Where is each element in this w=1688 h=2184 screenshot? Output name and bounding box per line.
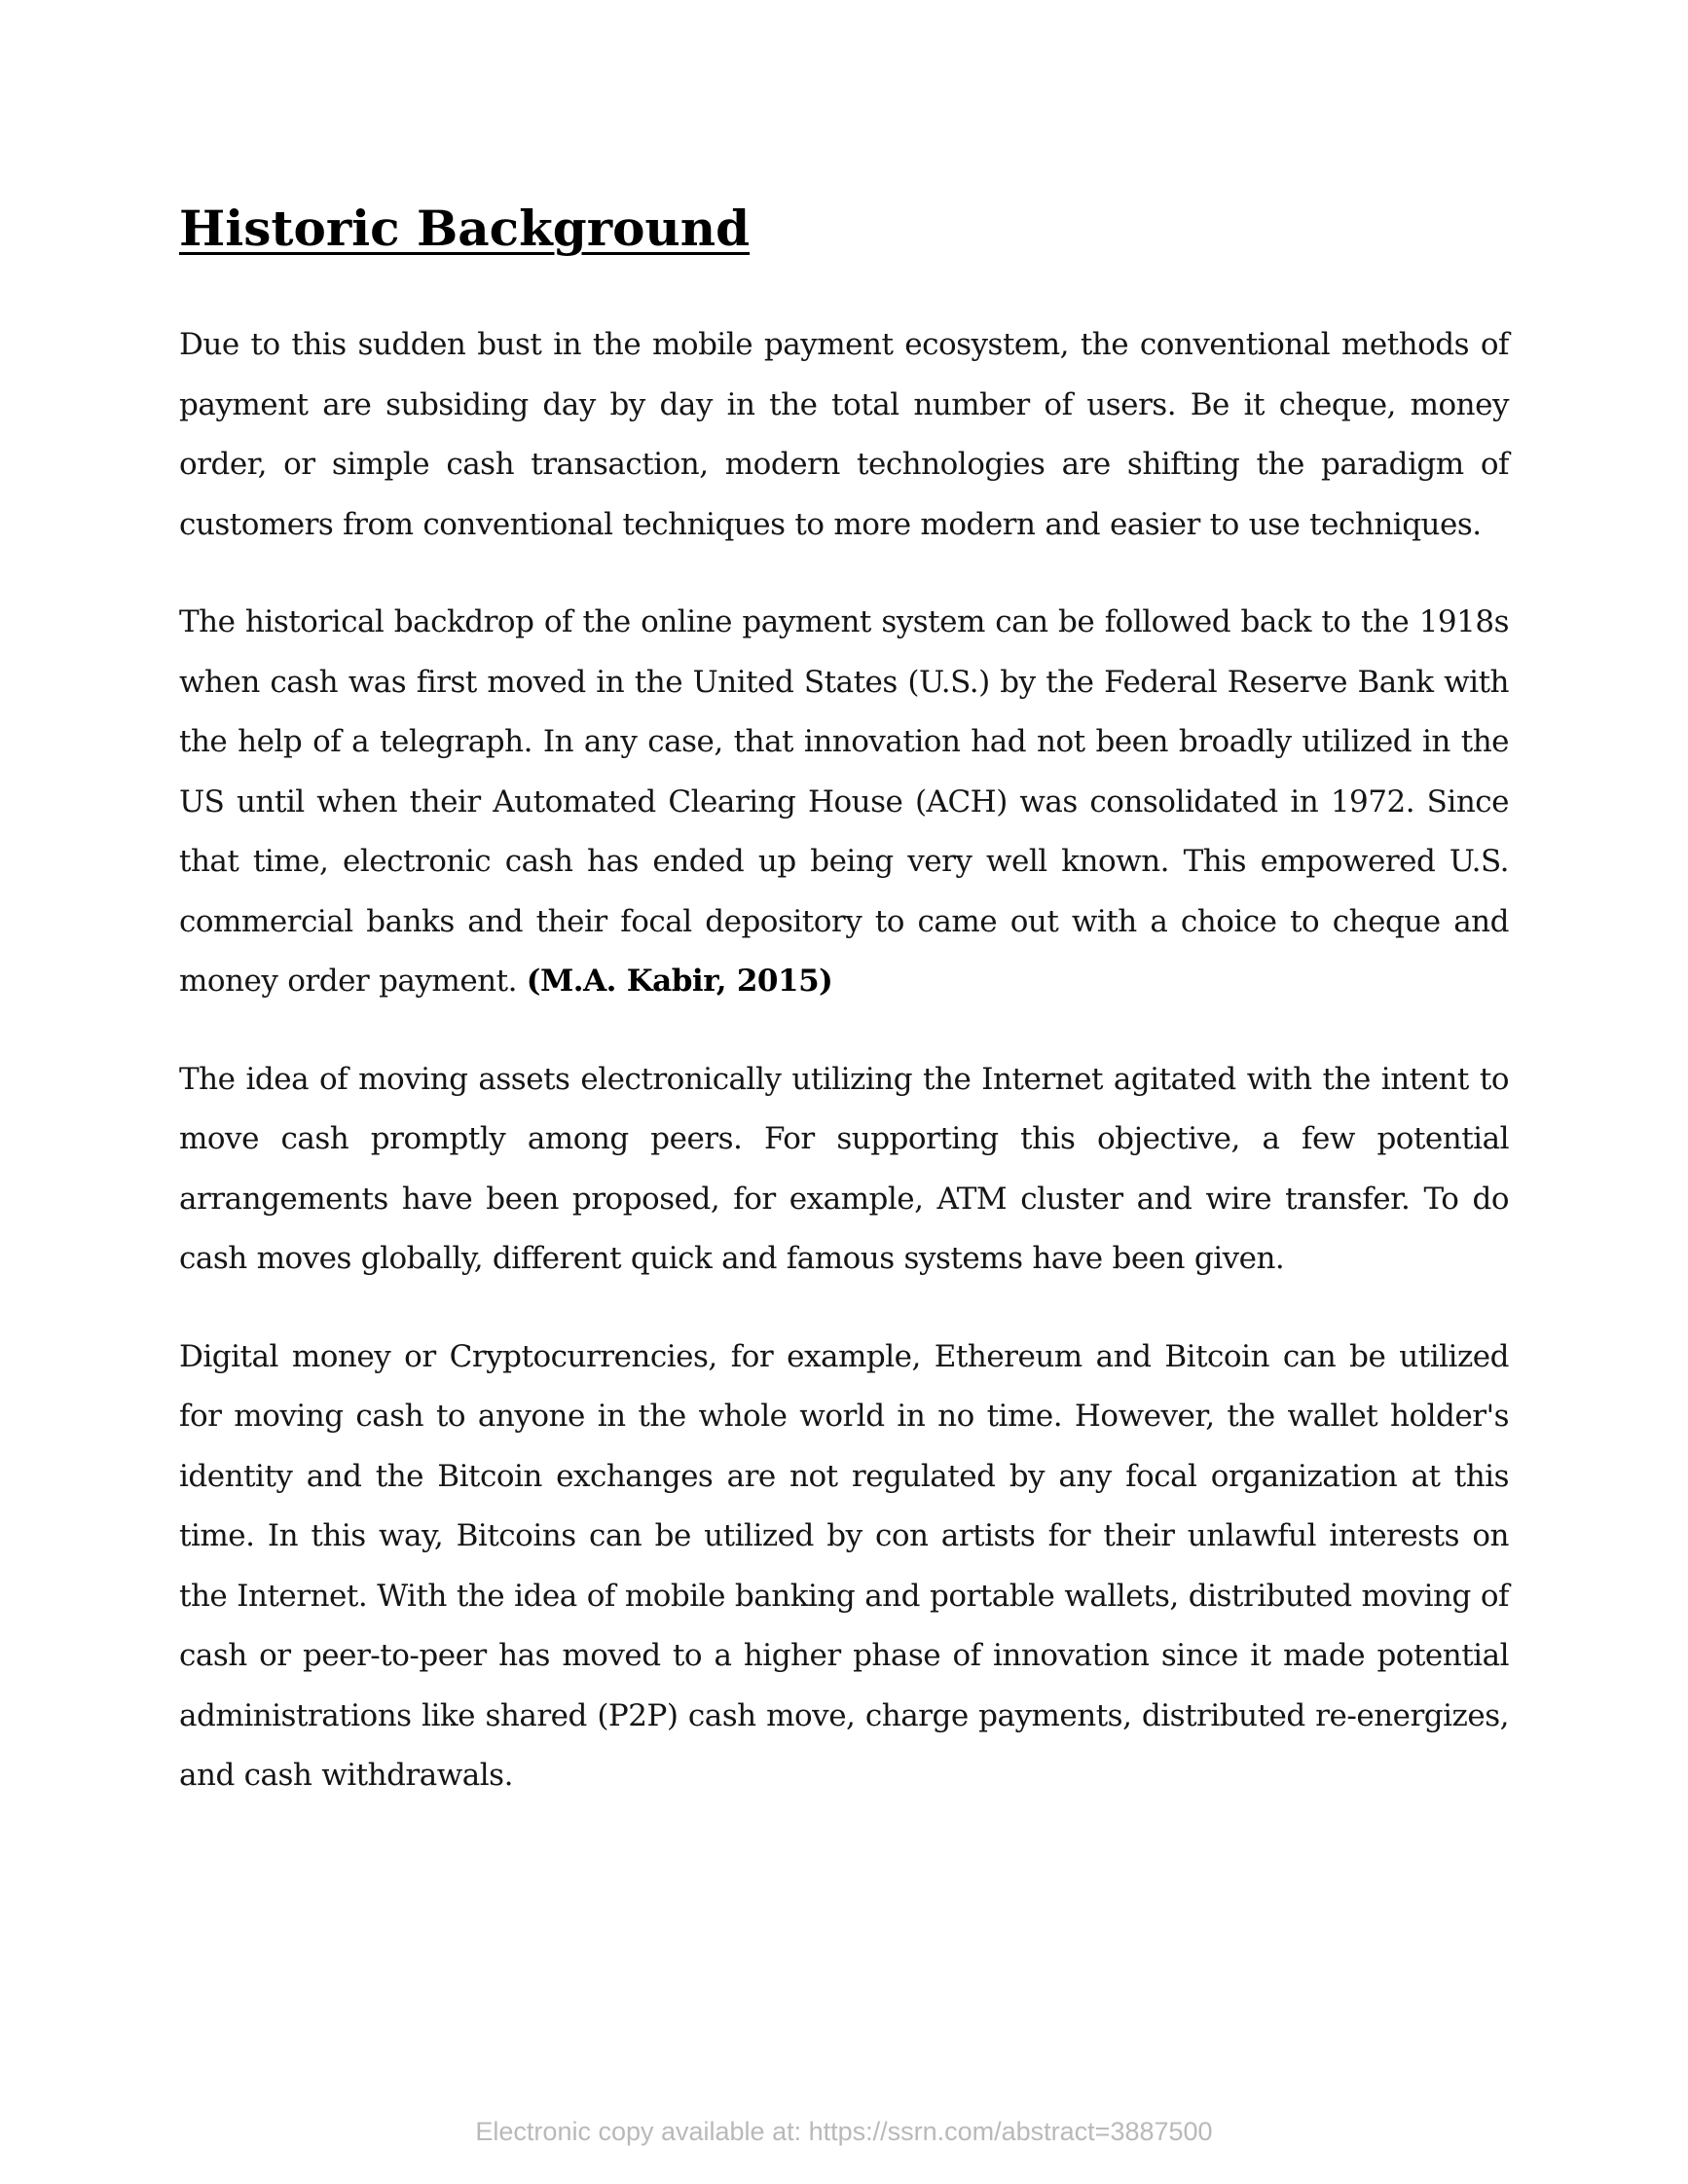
paragraph-text: The idea of moving assets electronically utilizing the Internet agitated with the intent to move cash promptly among peers. For supporting this objective, a few potential arrangements have been proposed, for example, ATM cluster and wire transfer. To do cash moves globally, different quick and famous systems have been given.: [179, 1061, 1509, 1276]
citation: (M.A. Kabir, 2015): [526, 964, 833, 999]
paragraph-electronic-transfer: [179, 1050, 1509, 1290]
paragraph-text: Digital money or Cryptocurrencies, for example, Ethereum and Bitcoin can be utilized for moving cash to anyone in the whole world in no time. However, the wallet holder's identity and the Bitcoin exchanges are not regulated by any focal organization at this time. In this way, Bitcoins can be utilized by con artists for their unlawful interests on the Internet. With the idea of mobile banking and portable wallets, distributed moving of cash or peer-to-peer has moved to a higher phase of innovation since it made potential administrations like shared (P2P) cash move, charge payments, distributed re-energizes, and cash withdrawals.: [179, 1338, 1509, 1793]
paragraph-text: The historical backdrop of the online payment system can be followed back to the 1918s when cash was first moved in the United States (U.S.) by the Federal Reserve Bank with the help of a telegraph. In any case, that innovation had not been broadly utilized in the US until when their Automated Clearing House (ACH) was consolidated in 1972. Since that time, electronic cash has ended up being very well known. This empowered U.S. commercial banks and their focal depository to came out with a choice to cheque and money order payment.: [179, 604, 1509, 999]
paragraph-mobile-payment-intro: [179, 315, 1509, 555]
body-text: [179, 315, 1509, 1844]
ssrn-footer-watermark: Electronic copy available at: https://ssrn.com/abstract=3887500: [475, 2117, 1213, 2146]
paragraph-cryptocurrency: [179, 1328, 1509, 1806]
paragraph-text: Due to this sudden bust in the mobile payment ecosystem, the conventional methods of payment are subsiding day by day in the total number of users. Be it cheque, money order, or simple cash transaction, modern technologies are shifting the paradigm of customers from conventional techniques to more modern and easier to use techniques.: [179, 327, 1509, 542]
paragraph-online-payment-history: [179, 593, 1509, 1012]
section-heading: Historic Background: [179, 200, 751, 257]
